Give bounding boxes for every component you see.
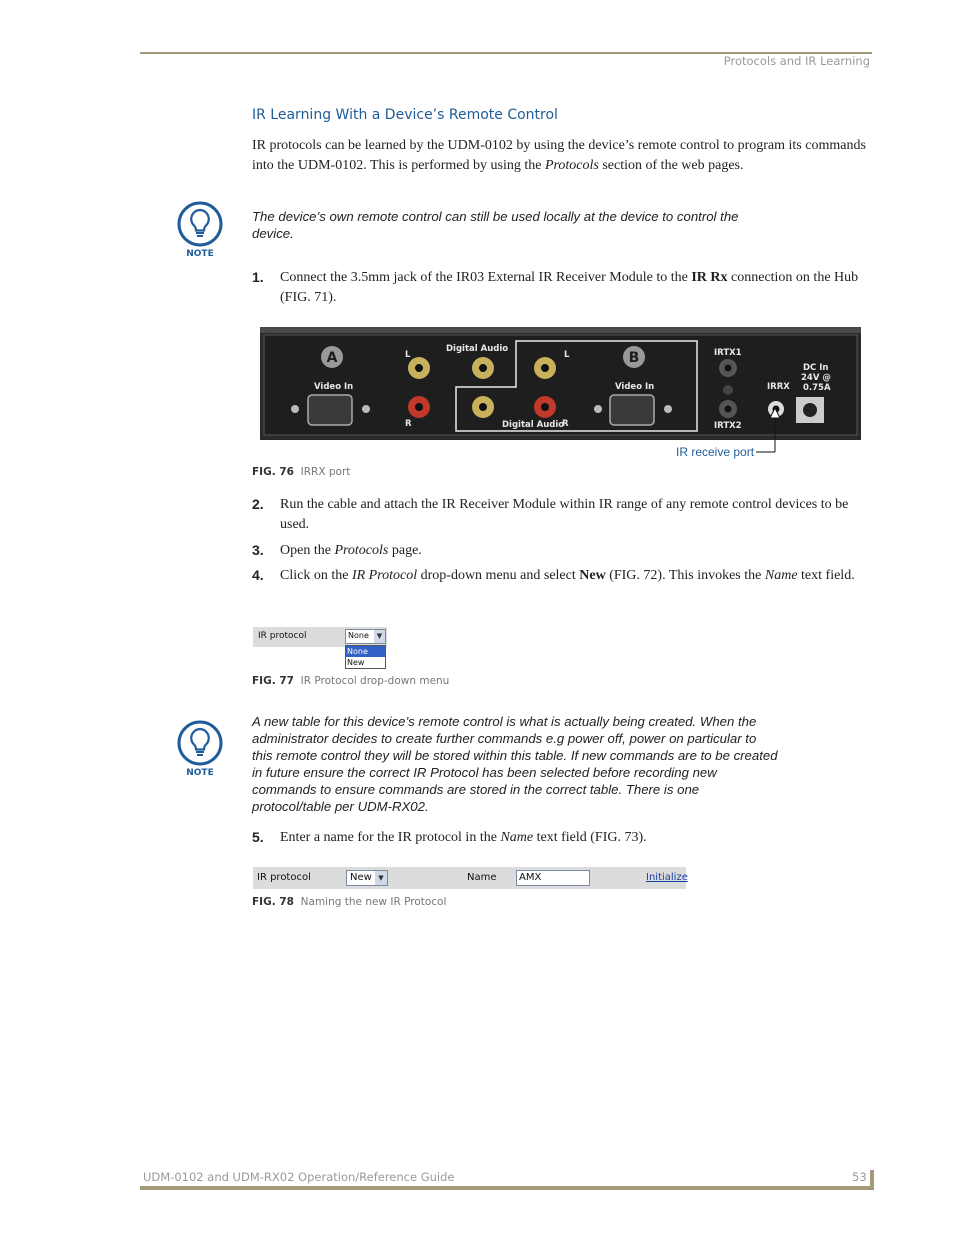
panel-dc-in: DC In	[803, 363, 829, 373]
step-text: Connect the 3.5mm jack of the IR03 External IR Receiver Module to the	[280, 270, 692, 285]
running-header: Protocols and IR Learning	[723, 54, 870, 68]
panel-video-in-a: Video In	[314, 382, 354, 392]
name-input[interactable]	[516, 870, 590, 886]
intro-emphasis: Protocols	[544, 157, 599, 173]
step-text: connection on the Hub (FIG. 71).	[280, 270, 859, 305]
ir-protocol-select[interactable]	[345, 629, 386, 644]
panel-dc-voltage: 24V @	[801, 373, 831, 383]
step-emphasis: IR Protocol	[351, 568, 418, 583]
name-input-value: AMX	[519, 872, 542, 883]
panel-l-a: L	[405, 350, 411, 360]
footer-title: UDM-0102 and UDM-RX02 Operation/Reference Guide	[143, 1170, 455, 1184]
step-text: Click on the	[280, 568, 352, 583]
chevron-down-icon[interactable]: ▼	[375, 871, 387, 885]
panel-label-b: B	[628, 350, 640, 366]
step-number: 2.	[252, 496, 264, 512]
step-number: 4.	[252, 567, 264, 583]
panel-dc-amps: 0.75A	[803, 383, 831, 393]
select-value: New	[350, 872, 372, 883]
step-number: 3.	[252, 542, 264, 558]
note-icon	[176, 719, 224, 781]
panel-irtx2: IRTX2	[714, 421, 742, 431]
name-label: Name	[467, 872, 497, 883]
step-2-text: Run the cable and attach the IR Receiver Module within IR range of any remote control devices to be used.	[280, 497, 849, 532]
intro-text-1: IR protocols can be learned by the UDM-0102 by using the device’s remote control to program its commands into the UDM-0102. This is performed by using the	[252, 138, 866, 173]
fig-caption-text: Naming the new IR Protocol	[300, 896, 447, 908]
panel-r-b: R	[562, 419, 569, 429]
panel-label-a: A	[326, 350, 338, 366]
step-text: drop-down menu and select	[417, 568, 580, 583]
step-number: 1.	[252, 269, 264, 285]
lightbulb-icon	[176, 200, 224, 252]
callout-label: IR receive port	[676, 445, 755, 459]
intro-text-2: section of the web pages.	[598, 157, 744, 173]
step-emphasis: Protocols	[334, 543, 389, 558]
ir-protocol-form-row	[253, 867, 686, 889]
step-text: text field.	[797, 568, 855, 583]
note-text-2: A new table for this device’s remote control is what is actually being created. When the administrator decides to create further commands e.g power off, power on particular to this remote control they will be stored within this table. If new commands are to be created in future ensure the correct IR Protocol has been selected before recording new commands to ensure commands are stored in the correct table. There is one protocol/table per UDM-RX02.	[252, 714, 778, 814]
select-value: None	[348, 631, 369, 640]
step-3-text	[280, 541, 870, 561]
note-icon	[176, 200, 224, 262]
step-bold: IR Rx	[691, 270, 728, 285]
chevron-down-icon[interactable]: ▼	[374, 630, 385, 643]
step-emphasis: Name	[500, 830, 534, 845]
panel-l-b: L	[564, 350, 570, 360]
panel-digital-audio-a: Digital Audio	[446, 344, 509, 354]
panel-video-in-b: Video In	[615, 382, 655, 392]
note-label: NOTE	[186, 249, 214, 259]
step-text: Enter a name for the IR protocol in the	[280, 830, 501, 845]
step-emphasis: Name	[764, 568, 798, 583]
step-text: text field (FIG. 73).	[533, 830, 647, 845]
ir-protocol-label: IR protocol	[257, 872, 311, 883]
fig77-caption	[252, 675, 449, 687]
fig-label: FIG. 77	[252, 675, 294, 687]
fig-caption-text: IR Protocol drop-down menu	[300, 675, 450, 687]
panel-digital-audio-b: Digital Audio	[502, 420, 565, 430]
fig76-caption	[252, 466, 350, 478]
lightbulb-icon	[176, 719, 224, 771]
step-1-text	[280, 268, 870, 307]
option-new[interactable]: New	[347, 658, 365, 667]
fig-label: FIG. 78	[252, 896, 294, 908]
step-5-text	[280, 828, 870, 848]
fig-caption-text: IRRX port	[300, 466, 351, 478]
step-text: (FIG. 72). This invokes the	[605, 568, 765, 583]
ir-protocol-label: IR protocol	[258, 631, 307, 641]
fig-label: FIG. 76	[252, 466, 294, 478]
option-none[interactable]: None	[346, 646, 385, 657]
step-bold: New	[579, 568, 606, 583]
initialize-link[interactable]: Initialize	[646, 872, 688, 883]
note-text-1: The device’s own remote control can still be used locally at the device to control the device.	[252, 209, 739, 241]
intro-paragraph	[252, 136, 867, 175]
panel-irtx1: IRTX1	[714, 348, 742, 358]
step-text: Open the	[280, 543, 335, 558]
note-label: NOTE	[186, 768, 214, 778]
page-number: 53	[852, 1170, 867, 1184]
panel-r-a: R	[405, 419, 412, 429]
ir-protocol-select[interactable]	[346, 870, 388, 886]
panel-irrx: IRRX	[767, 382, 790, 392]
step-number: 5.	[252, 829, 264, 845]
fig78-caption	[252, 896, 446, 908]
step-4-text	[280, 566, 870, 586]
footer-rule	[140, 1186, 872, 1190]
section-title: IR Learning With a Device’s Remote Control	[252, 107, 558, 123]
step-text: page.	[388, 543, 422, 558]
ir-protocol-options	[345, 645, 386, 669]
